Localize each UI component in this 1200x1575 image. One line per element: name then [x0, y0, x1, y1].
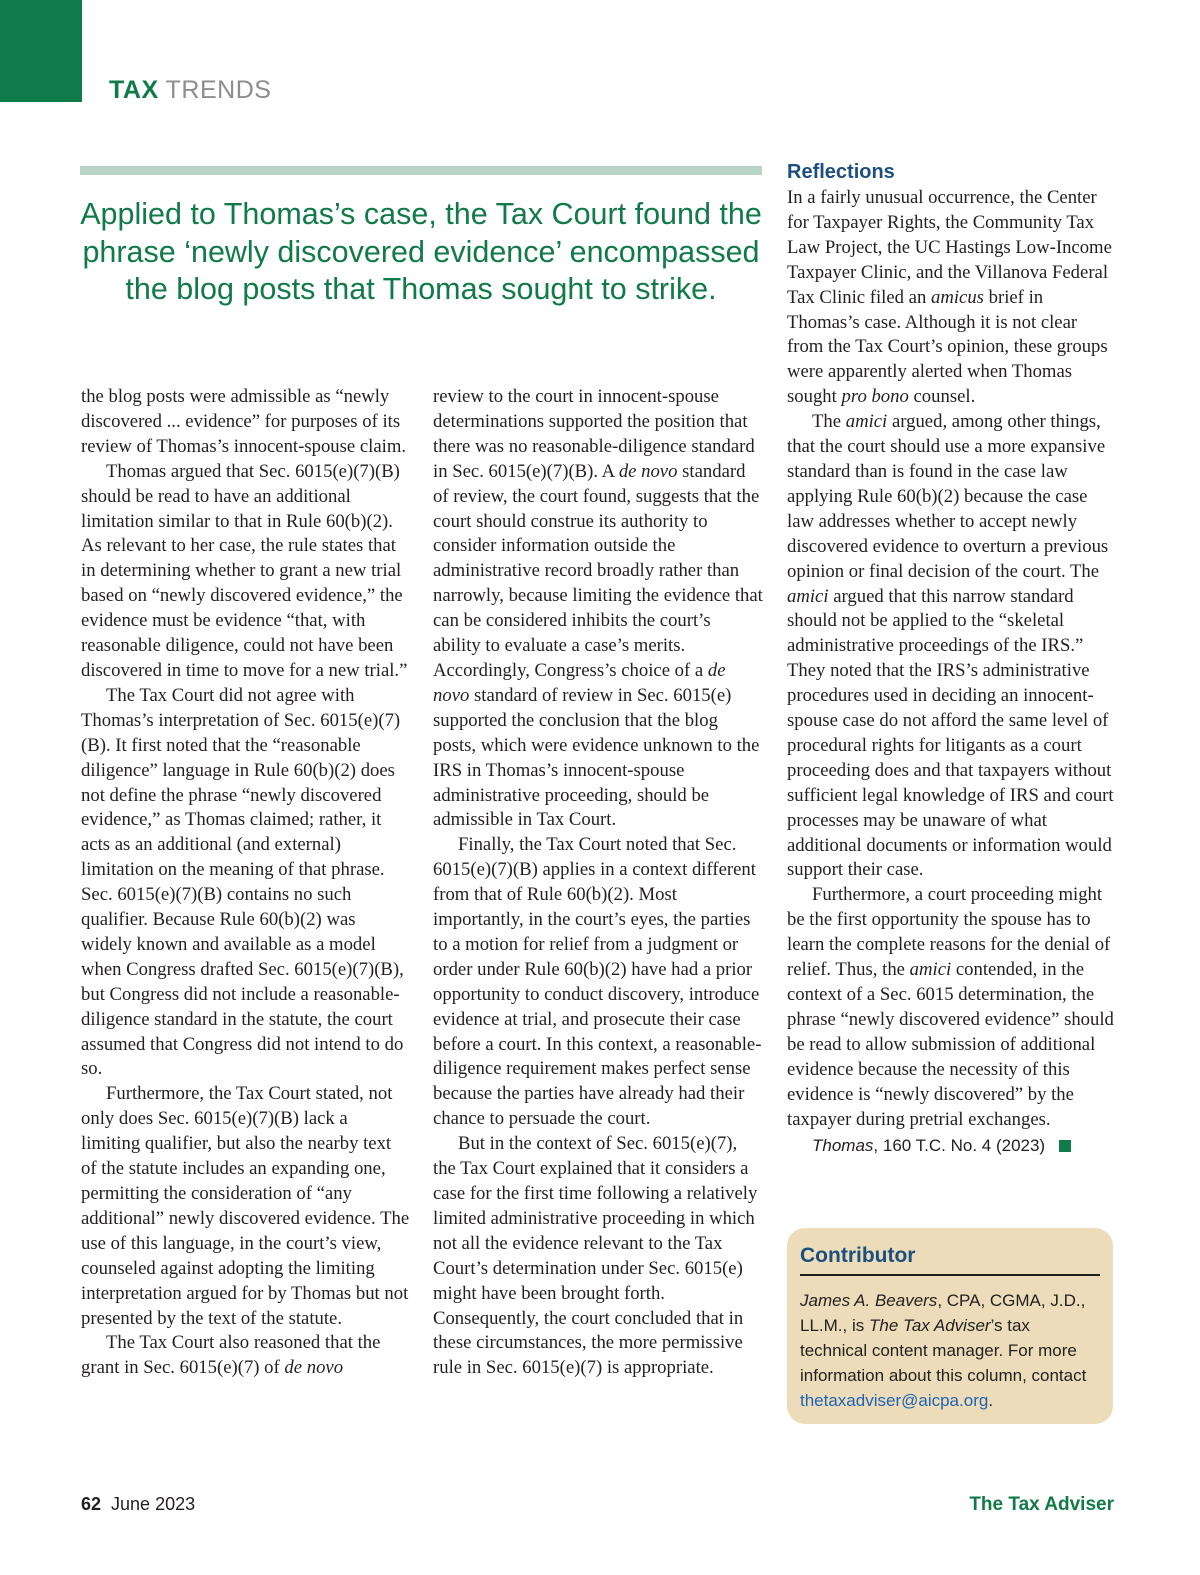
italic-run: de novo: [433, 659, 726, 706]
paragraph: Furthermore, the Tax Court stated, not only does Sec. 6015(e)(7)(B) lack a limiting qualifier, but also the nearby text of the statute includes an expanding one, permitting the consideration of “any additional” newly discovered evidence. The use of this language, in the court’s view, counseled against adopting the limiting interpretation argued for by Thomas but not presented by the text of the statute.: [81, 1083, 410, 1329]
text-run: review to the court in innocent-spouse determinations supported the position that there was no reasonable-diligence standard in Sec. 6015(e)(7)(B). A: [433, 386, 755, 482]
italic-run: de novo: [284, 1357, 344, 1379]
text-run: argued that this narrow standard should not be applied to the “skeletal administrative proceedings of the IRS.” They noted that the IRS’s administrative procedures used in deciding an innocent-spouse case do not afford the same level of procedural rights for litigants as a court proceeding does and that taxpayers without sufficient legal knowledge of IRS and court processes may be unaware of what additional documents or information would support their case.: [787, 585, 1114, 881]
page-number: 62: [81, 1494, 102, 1514]
italic-run: amici: [909, 959, 952, 981]
paragraph: The Tax Court did not agree with Thomas’s interpretation of Sec. 6015(e)(7)(B). It first noted that the “reasonable diligence” language in Rule 60(b)(2) does not define the phrase “newly discovered evidence,” as Thomas claimed; rather, it acts as an additional (and external) limitation on the meaning of that phrase. Sec. 6015(e)(7)(B) contains no such qualifier. Because Rule 60(b)(2) was widely known and available as a model when Congress drafted Sec. 6015(e)(7)(B), but Congress did not include a reasonable-diligence standard in the statute, the court assumed that Congress did not intend to do so.: [81, 684, 404, 1080]
issue-date: June 2023: [111, 1494, 196, 1514]
italic-run: amicus: [931, 286, 984, 308]
section-header: [109, 76, 271, 105]
paragraph: But in the context of Sec. 6015(e)(7), the Tax Court explained that it considers a case for the first time following a relatively limited administrative proceeding in which not all the evidence relevant to the Tax Court’s determination under Sec. 6015(e) might have been brought forth. Consequently, the court concluded that in these circumstances, the more permissive rule in Sec. 6015(e)(7) is appropriate.: [433, 1133, 758, 1379]
italic-run: pro bono: [841, 386, 909, 408]
paragraph: [787, 186, 1115, 410]
text-run: standard of review in Sec. 6015(e) supported the conclusion that the blog posts, which were evidence unknown to the IRS in Thomas’s innocent-spouse administrative proceeding, should be admissible in Tax Court.: [433, 684, 760, 831]
contributor-box: [787, 1228, 1113, 1424]
paragraph: [433, 385, 763, 833]
italic-run: amici: [787, 585, 829, 607]
paragraph: Finally, the Tax Court noted that Sec. 6015(e)(7)(B) applies in a context different from that of Rule 60(b)(2). Most importantly, in the court’s eyes, the parties to a motion for relief from a judgment or order under Rule 60(b)(2) have had a prior opportunity to conduct discovery, introduce evidence at trial, and prosecute their case before a court. In this context, a reasonable-diligence requirement makes perfect sense because the parties have already had their chance to persuade the court.: [433, 834, 762, 1130]
case-citation: [787, 1134, 1115, 1159]
text-run: ’s tax technical content manager. For more information about this column, contact: [800, 1316, 1087, 1385]
footer-publication: The Tax Adviser: [969, 1494, 1114, 1515]
pull-quote-rule: [80, 166, 762, 175]
corner-color-block: [0, 0, 82, 102]
publication-name: The Tax Adviser: [868, 1316, 991, 1335]
contributor-bio: [800, 1288, 1100, 1413]
text-run: argued, among other things, that the court should use a more expansive standard than is found in the case law applying Rule 60(b)(2) because the case law addresses whether to accept newly discovered evidence to overturn a previous opinion or final decision of the court. The: [787, 411, 1109, 582]
text-run: brief in Thomas’s case. Although it is not clear from the Tax Court’s opinion, these groups were apparently alerted when Thomas sought: [787, 286, 1108, 408]
contributor-name: James A. Beavers: [800, 1291, 938, 1310]
text-run: The: [812, 411, 842, 433]
italic-run: amici: [845, 411, 888, 433]
paragraph: [787, 883, 1115, 1132]
paragraph: [81, 1331, 411, 1381]
article-column-2: [433, 385, 763, 1381]
paragraph: [787, 410, 1115, 883]
text-run: In a fairly unusual occurrence, the Center for Taxpayer Rights, the Community Tax Law Project, the UC Hastings Low-Income Taxpayer Clinic, and the Villanova Federal Tax Clinic filed an: [787, 187, 1112, 308]
section-header-light: TRENDS: [165, 76, 272, 104]
text-run: counsel.: [913, 386, 976, 408]
footer-page-info: [81, 1494, 195, 1515]
contact-email-link[interactable]: thetaxadviser@aicpa.org: [800, 1391, 989, 1410]
contributor-heading: Contributor: [800, 1244, 1100, 1276]
case-reference: , 160 T.C. No. 4 (2023): [873, 1136, 1046, 1156]
paragraph: Thomas argued that Sec. 6015(e)(7)(B) should be read to have an additional limitation similar to that in Rule 60(b)(2). As relevant to her case, the rule states that in determining whether to grant a new trial based on “newly discovered evidence,” the evidence must be evidence “that, with reasonable diligence, could not have been discovered in time to move for a new trial.”: [81, 460, 408, 681]
text-run: Furthermore, a court proceeding might be the first opportunity the spouse has to learn the complete reasons for the denial of relief. Thus, the: [787, 884, 1111, 981]
end-mark-icon: [1059, 1140, 1071, 1152]
article-column-3: [787, 161, 1115, 1159]
section-header-bold: TAX: [109, 76, 159, 104]
article-column-1: [81, 385, 411, 1381]
case-name: Thomas: [812, 1136, 874, 1156]
text-run: .: [988, 1391, 994, 1410]
text-run: The Tax Court also reasoned that the grant in Sec. 6015(e)(7) of: [81, 1332, 381, 1379]
reflections-heading: Reflections: [787, 161, 895, 183]
pull-quote: Applied to Thomas’s case, the Tax Court found the phrase ‘newly discovered evidence’ encompassed the blog posts that Thomas sought to strike.: [80, 197, 762, 306]
text-run: , CPA, CGMA, J.D., LL.M., is: [800, 1291, 1086, 1335]
paragraph: the blog posts were admissible as “newly discovered ... evidence” for purposes of its review of Thomas’s innocent-spouse claim.: [81, 386, 407, 457]
text-run: contended, in the context of a Sec. 6015 determination, the phrase “newly discovered evidence” should be read to allow submission of additional evidence because the necessity of this evidence is “newly discovered” by the taxpayer during pretrial exchanges.: [787, 959, 1114, 1130]
italic-run: de novo: [618, 460, 678, 482]
text-run: standard of review, the court found, suggests that the court should construe its authority to consider information outside the administrative record broadly rather than narrowly, because limiting the evidence that can be considered inhibits the court’s ability to evaluate a case’s merits. Accordingly, Congress’s choice of a: [433, 460, 763, 681]
